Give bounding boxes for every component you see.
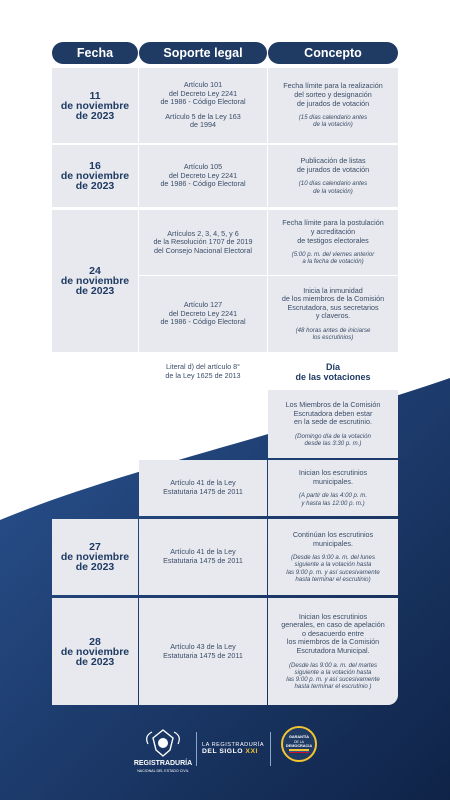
soporte-cell: Artículos 2, 3, 4, 5, y 6 de la Resolución 1707 de 2019 del Consejo Nacional Electoral [139,210,267,275]
date-cell: 28 de noviembre de 2023 [52,598,138,705]
concepto-cell: Fecha límite para la realización del sorteo y designación de jurados de votación (15 días calendario antes de la votación) [268,68,398,143]
registraduria-name: REGISTRADURÍA [133,760,193,767]
soporte-cell: Artículo 101 del Decreto Ley 2241 de 1986 - Código Electoral Artículo 5 de la Ley 163 de 1994 [139,68,267,143]
soporte-cell: Literal d) del artículo 8° de la Ley 1625 de 2013 [165,362,241,380]
soporte-cell: Artículo 43 de la Ley Estatutaria 1475 de 2011 [139,598,267,705]
footer-divider [196,732,197,766]
siglo-xxi-logo: LA REGISTRADURÍA DEL SIGLO XXI [202,742,265,755]
date-cell: 26 de noviembre de 2023 [60,434,130,466]
schedule-table [52,68,398,705]
siglo-text: DEL SIGLO [202,748,244,755]
header-fecha: Fecha [52,42,138,64]
concepto-cell: Inicia la inmunidad de los miembros de la Comisión Escrutadora, sus secretarios y claveros. (48 horas antes de iniciarse los escrutinios) [268,276,398,352]
garantia-democracia-seal: GARANTÍA DE LA DEMOCRACIA [281,726,317,762]
soporte-cell: Artículo 41 de la Ley Estatutaria 1475 de 2011 [139,519,267,595]
soporte-cell: Artículo 127 del Decreto Ley 2241 de 1986 - Código Electoral [139,276,267,352]
concepto-cell: Inician los escrutinios generales, en caso de apelación o desacuerdo entre los miembros de la Comisión Escrutadora Municipal. (Desde las 9:00 a. m. del martes siguiente a la votación hasta las 9:00 p. m. y así sucesivamente hasta terminar el escrutinio ) [268,598,398,705]
concepto-cell: Continúan los escrutinios municipales. (Desde las 9:00 a. m. del lunes siguiente a la votación hasta las 9:00 p. m. y así sucesivamente hasta terminar el escrutinio) [268,519,398,595]
date-cell: 16 de noviembre de 2023 [52,145,138,207]
header-concepto: Concepto [268,42,398,64]
header-soporte-legal: Soporte legal [139,42,267,64]
registraduria-logo [142,728,184,762]
concepto-cell: Publicación de listas de jurados de votación (10 días calendario antes de la votación) [268,145,398,207]
date-cell: 27 de noviembre de 2023 [52,519,138,595]
concepto-cell: Fecha límite para la postulación y acreditación de testigos electorales (5:00 p. m. del viernes anterior a la fecha de votación) [268,210,398,275]
registraduria-subtitle: NACIONAL DEL ESTADO CIVIL [137,769,189,773]
soporte-cell: Artículo 41 de la Ley Estatutaria 1475 de 2011 [139,460,267,516]
footer-logos [0,722,450,782]
soporte-cell: Artículo 105 del Decreto Ley 2241 de 1986 - Código Electoral [139,145,267,207]
date-cell: 11 de noviembre de 2023 [52,68,138,143]
date-cell: 24 de noviembre de 2023 [52,210,138,352]
concepto-cell: Los Miembros de la Comisión Escrutadora deben estar en la sede de escrutinio. (Domingo día de la votación desde las 3:30 p. m.) [268,390,398,458]
dia-votaciones-cell: Día de las votaciones [295,362,371,382]
siglo-roman: XXI [245,748,258,755]
flag-stripe [289,749,309,753]
footer-divider [270,732,271,766]
concepto-cell: Inician los escrutinios municipales. (A partir de las 4:00 p. m. y hasta las 12:00 p. m.) [268,460,398,516]
soporte-cell: Artículo 42 de la Ley Estatutaria 1475 de 2011 [163,414,243,432]
